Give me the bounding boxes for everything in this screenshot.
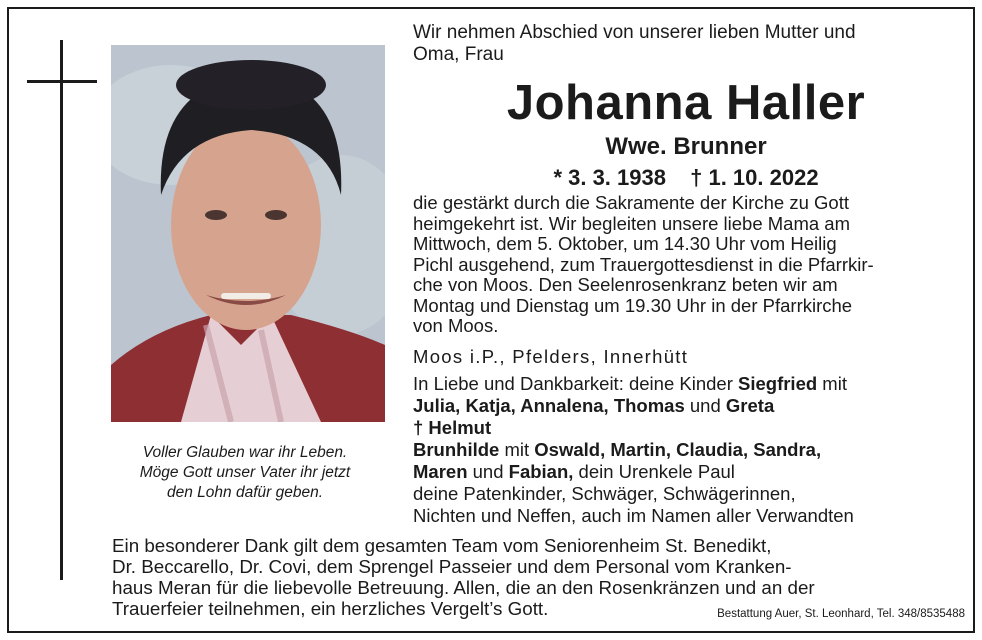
family-name: Greta [725,395,775,416]
text-line: Montag und Dienstag um 19.30 Uhr in der Pfarrkirche [413,294,853,316]
text-line: heimgekehrt ist. Wir begleiten unsere liebe Mama am [413,212,850,234]
family-name: Oswald, Martin, Claudia, Sandra, [534,439,822,460]
cross-icon [60,40,63,580]
family-name: Brunhilde [413,439,500,460]
intro-line: Oma, Frau [413,44,504,65]
family-name: Maren [413,461,468,482]
family-text: mit [499,439,535,460]
caption-line: Möge Gott unser Vater ihr jetzt [139,464,351,481]
thanks-line: Trauerfeier teilnehmen, ein herzliches Vergelt’s Gott. [112,598,549,619]
family-list [413,373,854,527]
life-dates [413,165,959,191]
text-line: die gestärkt durch die Sakramente der Kirche zu Gott [413,192,849,213]
family-text: dein Urenkele Paul [573,461,735,482]
cross-icon-bar [27,80,97,83]
caption [100,443,390,503]
text-line: Mittwoch, dem 5. Oktober, um 14.30 Uhr vom Heilig [413,233,837,254]
family-line [413,395,854,417]
intro-text [413,22,856,66]
family-text: In Liebe und Dankbarkeit: deine Kinder [413,373,738,394]
thanks-line: Dr. Beccarello, Dr. Covi, dem Sprengel Passeier und dem Personal vom Kranken- [112,556,792,577]
family-line: Nichten und Neffen, auch im Namen aller Verwandten [413,505,854,526]
funeral-home-credit: Bestattung Auer, St. Leonhard, Tel. 348/8535488 [717,608,965,620]
portrait-photo [111,45,385,422]
text-line: Pichl ausgehend, zum Trauergottesdienst in die Pfarrkir- [413,253,874,275]
place-names: Moos i.P., Pfelders, Innerhütt [413,346,689,367]
text-line: von Moos. [413,315,499,336]
family-text: mit [817,373,847,394]
birth-date: * 3. 3. 1938 [553,165,666,190]
family-name: Fabian, [508,461,574,482]
caption-line: Voller Glauben war ihr Leben. [142,444,348,461]
family-line [413,417,854,439]
family-name: Siegfried [738,373,818,394]
family-line [413,461,854,483]
deceased-name: Johanna Haller [506,76,866,130]
caption-line: den Lohn dafür geben. [167,484,323,501]
intro-line: Wir nehmen Abschied von unserer lieben Mutter und [413,22,856,43]
family-line [413,373,854,395]
text-line: che von Moos. Den Seelenrosenkranz beten wir am [413,274,838,295]
family-text: und [467,461,509,482]
family-line [413,439,854,461]
death-date: † 1. 10. 2022 [690,165,819,190]
family-name: Julia, Katja, Annalena, Thomas [413,395,685,416]
thanks-text [112,535,815,619]
thanks-line: Ein besonderer Dank gilt dem gesamten Team vom Seniorenheim St. Benedikt, [112,535,772,556]
widow-name: Wwe. Brunner [605,133,767,160]
family-line: deine Patenkinder, Schwäger, Schwägerinnen, [413,483,796,504]
family-name: † Helmut [413,417,492,438]
announcement-text [413,193,874,337]
thanks-line: haus Meran für die liebevolle Betreuung. Allen, die an den Rosenkränzen und an der [112,577,815,598]
family-text: und [684,395,726,416]
